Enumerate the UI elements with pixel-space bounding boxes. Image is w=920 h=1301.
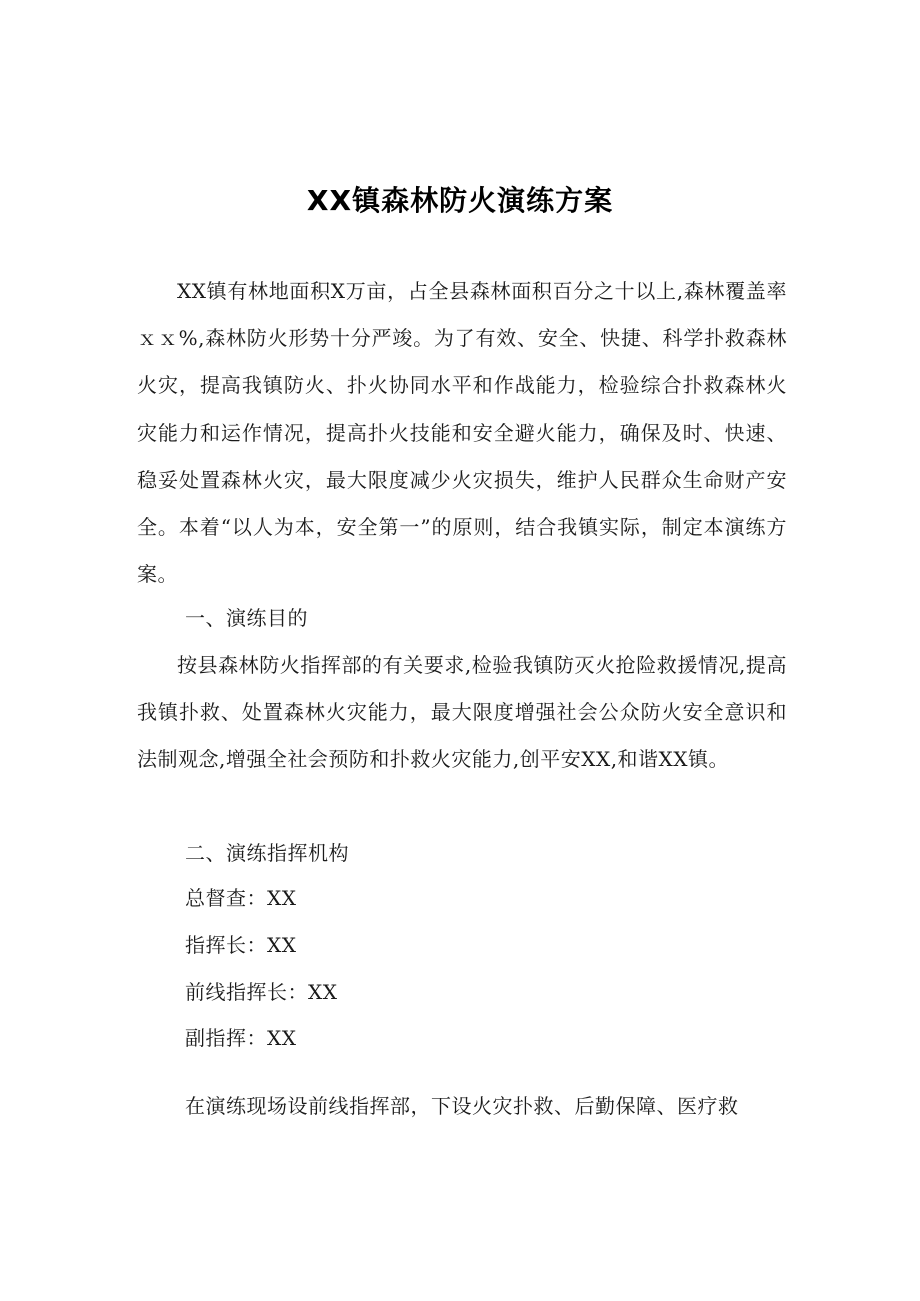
role-line-frontline-commander: 前线指挥长：XX	[185, 980, 338, 1004]
section1-paragraph: 按县森林防火指挥部的有关要求,检验我镇防灭火抢险救援情况,提高我镇扑救、处置森林火灾能力，最大限度增强社会公众防火安全意识和法制观念,增强全社会预防和扑救火灾能力,创平安XX,和谐XX镇。	[137, 653, 787, 772]
document-title: XX镇森林防火演练方案	[306, 184, 614, 217]
section1-heading: 一、演练目的	[185, 606, 308, 630]
intro-paragraph: XX镇有林地面积X万亩，占全县森林面积百分之十以上,森林覆盖率ｘｘ%,森林防火形势十分严竣。为了有效、安全、快捷、科学扑救森林火灾，提高我镇防火、扑火协同水平和作战能力，检验综合扑救森林火灾能力和运作情况，提高扑火技能和安全避火能力，确保及时、快速、稳妥处置森林火灾，最大限度减少火灾损失，维护人民群众生命财产安全。本着“以人为本，安全第一”的原则，结合我镇实际，制定本演练方案。	[137, 279, 787, 587]
role-line-deputy-commander: 副指挥：XX	[185, 1026, 297, 1050]
role-line-supervisor: 总督查：XX	[185, 886, 297, 910]
role-line-commander: 指挥长：XX	[185, 933, 297, 957]
closing-paragraph: 在演练现场设前线指挥部，下设火灾扑救、后勤保障、医疗救	[185, 1094, 739, 1118]
section2-heading: 二、演练指挥机构	[185, 841, 349, 865]
